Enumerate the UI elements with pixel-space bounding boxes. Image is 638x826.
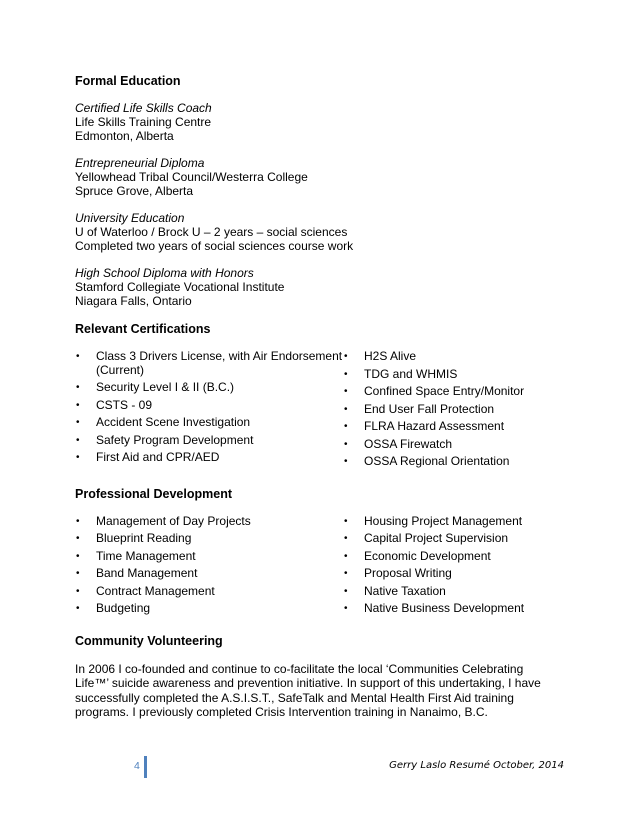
list-item (75, 350, 343, 377)
list-item (75, 416, 343, 430)
bullet-icon: • (76, 351, 80, 362)
bullet-icon: • (344, 568, 348, 579)
list-item-text: Economic Development (364, 548, 491, 563)
bullet-icon: • (344, 585, 348, 597)
bullet-icon: • (76, 452, 80, 463)
education-entry-line: Stamford Collegiate Vocational Institute (75, 280, 285, 294)
bullet-icon: • (344, 421, 348, 432)
bullet-icon: • (344, 351, 348, 362)
bullet-icon: • (344, 515, 348, 527)
list-item (75, 515, 343, 529)
list-item-text: Native Business Development (364, 601, 525, 615)
list-item-text: Contract Management (96, 583, 215, 598)
bullet-icon: • (344, 403, 348, 415)
professional-development-heading: Professional Development (75, 486, 232, 501)
education-entry (75, 211, 555, 253)
education-entry-line: Life Skills Training Centre (75, 115, 212, 129)
certifications-list (75, 350, 555, 473)
bullet-icon: • (76, 434, 80, 446)
list-item-text: OSSA Regional Orientation (364, 454, 510, 468)
education-entry (75, 266, 555, 308)
page-footer (0, 756, 638, 778)
list-item (343, 350, 555, 364)
bullet-icon: • (76, 382, 80, 393)
list-item (343, 550, 555, 564)
list-item-text: FLRA Hazard Assessment (364, 419, 505, 433)
education-entry-line: Spruce Grove, Alberta (75, 184, 194, 198)
list-item-text: TDG and WHMIS (364, 366, 458, 381)
list-item (343, 438, 555, 452)
list-item (343, 403, 555, 417)
certifications-left-column (75, 350, 343, 473)
relevant-certifications-heading: Relevant Certifications (75, 322, 211, 336)
volunteering-paragraph: In 2006 I co-founded and continue to co-facilitate the local ‘Communities Celebrating Life™’ suicide awareness and prevention initiative. In support of this undertaking, I have successfully completed the A.S.I.S.T., SafeTalk and Mental Health First Aid training programs. I previously completed Crisis Intervention training in Nanaimo, B.C. (75, 661, 541, 719)
list-item-text: Management of Day Projects (96, 513, 251, 528)
list-item-text: CSTS - 09 (96, 397, 153, 412)
list-item-text: Class 3 Drivers License, with Air Endorsement (Current) (96, 349, 343, 377)
bullet-icon: • (76, 585, 80, 597)
development-right-column (343, 515, 555, 620)
education-entry-line: Completed two years of social sciences course work (75, 239, 354, 253)
list-item-text: Safety Program Development (96, 432, 254, 447)
list-item-text: OSSA Firewatch (364, 436, 453, 451)
list-item (75, 550, 343, 564)
list-item-text: Native Taxation (364, 583, 446, 598)
list-item (75, 399, 343, 413)
formal-education-heading: Formal Education (75, 74, 181, 88)
bullet-icon: • (344, 438, 348, 450)
list-item-text: Band Management (96, 566, 198, 580)
development-left-column (75, 515, 343, 620)
bullet-icon: • (344, 533, 348, 544)
list-item (75, 381, 343, 395)
page-number: 4 (134, 760, 140, 772)
list-item-text: Proposal Writing (364, 566, 452, 580)
list-item-text: Time Management (96, 548, 196, 563)
education-entry-line: Niagara Falls, Ontario (75, 294, 192, 308)
list-item-text: Blueprint Reading (96, 531, 192, 545)
list-item-text: H2S Alive (364, 349, 417, 363)
bullet-icon: • (76, 515, 80, 527)
list-item (343, 602, 555, 616)
bullet-icon: • (76, 399, 80, 411)
list-item (75, 451, 343, 465)
bullet-icon: • (344, 550, 348, 562)
list-item-text: Capital Project Supervision (364, 531, 509, 545)
list-item (343, 420, 555, 434)
list-item-text: First Aid and CPR/AED (96, 450, 220, 464)
list-item (75, 567, 343, 581)
education-entry-title: Certified Life Skills Coach (75, 101, 212, 115)
bullet-icon: • (344, 368, 348, 380)
education-entry-title: University Education (75, 211, 185, 225)
bullet-icon: • (76, 417, 80, 428)
list-item (75, 532, 343, 546)
bullet-icon: • (76, 603, 80, 614)
certifications-right-column (343, 350, 555, 473)
community-volunteering-heading: Community Volunteering (75, 633, 223, 648)
list-item (343, 585, 555, 599)
bullet-icon: • (76, 533, 80, 544)
bullet-icon: • (76, 568, 80, 579)
education-entry-line: Yellowhead Tribal Council/Westerra College (75, 170, 308, 184)
footer-divider (144, 756, 147, 778)
bullet-icon: • (344, 456, 348, 467)
bullet-icon: • (344, 603, 348, 614)
education-entry-line: U of Waterloo / Brock U – 2 years – social sciences (75, 225, 348, 239)
list-item-text: End User Fall Protection (364, 401, 495, 416)
list-item (75, 585, 343, 599)
list-item (343, 515, 555, 529)
list-item-text: Security Level I & II (B.C.) (96, 380, 235, 394)
education-entry-title: High School Diploma with Honors (75, 266, 254, 280)
list-item (343, 385, 555, 399)
list-item (343, 567, 555, 581)
list-item (343, 455, 555, 469)
list-item (343, 368, 555, 382)
footer-text: Gerry Laslo Resumé October, 2014 (389, 760, 564, 771)
list-item-text: Housing Project Management (364, 513, 523, 528)
page-content (75, 74, 555, 720)
bullet-icon: • (76, 550, 80, 562)
education-entry (75, 156, 555, 198)
list-item-text: Confined Space Entry/Monitor (364, 384, 525, 398)
list-item (75, 602, 343, 616)
list-item-text: Accident Scene Investigation (96, 415, 251, 429)
list-item (75, 434, 343, 448)
list-item-text: Budgeting (96, 601, 151, 615)
development-list (75, 515, 555, 620)
list-item (343, 532, 555, 546)
education-entry-line: Edmonton, Alberta (75, 129, 174, 143)
bullet-icon: • (344, 386, 348, 397)
education-entry (75, 101, 555, 143)
education-entry-title: Entrepreneurial Diploma (75, 156, 205, 170)
